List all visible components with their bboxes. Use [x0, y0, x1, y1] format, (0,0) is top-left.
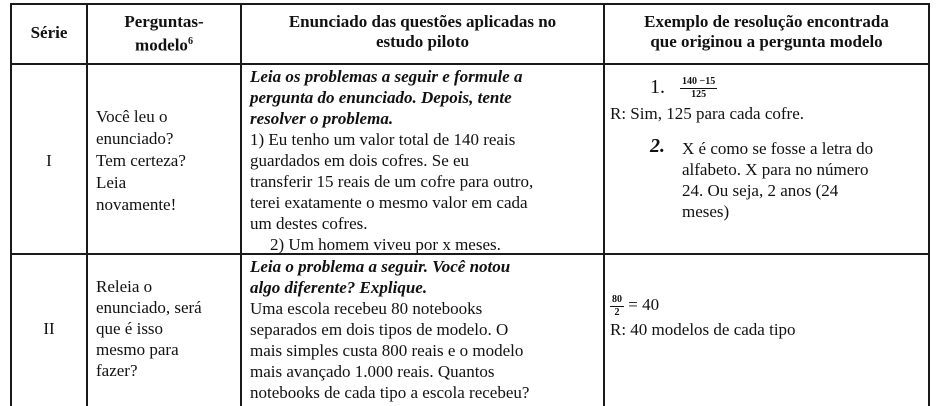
row2-enunciado: [250, 256, 602, 403]
row2-fraction-denominator: 2: [614, 306, 620, 318]
col-border-2: [240, 3, 242, 406]
col-border-4: [928, 3, 930, 406]
row1-item2-line: X é como se fosse a letra do: [682, 138, 874, 158]
header-serie: [12, 23, 86, 43]
header-enunciado-line2: estudo piloto: [375, 32, 470, 51]
header-exemplo: [605, 12, 928, 52]
header-bottom-border: [10, 63, 930, 65]
row1-exemplo-item2: [610, 134, 926, 222]
row1-enunciado-line: 2) Um homem viveu por x meses.: [270, 235, 501, 254]
row1-fraction: [680, 76, 717, 101]
row1-enunciado-line: 1) Eu tenho um valor total de 140 reais: [250, 130, 516, 149]
table-top-border: [10, 3, 930, 5]
row2-pergunta: [96, 276, 236, 381]
row2-equation-result: = 40: [628, 295, 660, 314]
header-enunciado: [242, 12, 603, 52]
row2-enunciado-line: separados em dois tipos de modelo. O: [250, 320, 509, 339]
row2-enunciado-line: Uma escola recebeu 80 notebooks: [250, 299, 483, 318]
row1-serie-text: I: [46, 151, 52, 170]
header-perguntas-line2: [88, 32, 240, 56]
row2-pergunta-line: enunciado, será: [96, 298, 202, 317]
row1-fraction-numerator: 140 −15: [682, 75, 716, 87]
footnote-marker: 6: [187, 36, 193, 47]
row1-pergunta-line: Você leu o: [96, 107, 168, 126]
row2-enunciado-bold-line: Leia o problema a seguir. Você notou: [250, 257, 511, 276]
row2-serie-text: II: [43, 319, 55, 338]
row2-exemplo: [610, 292, 926, 340]
row1-pergunta: [96, 106, 236, 216]
row1-enunciado-bold-line: pergunta do enunciado. Depois, tente: [250, 88, 512, 107]
row2-enunciado-bold-line: algo diferente? Explique.: [250, 278, 428, 297]
row1-enunciado-line: guardados em dois cofres. Se eu: [250, 151, 470, 170]
row2-enunciado-line: notebooks de cada tipo a escola recebeu?: [250, 383, 530, 402]
row1-pergunta-line: novamente!: [96, 195, 177, 214]
row1-exemplo-resp1: R: Sim, 125 para cada cofre.: [610, 103, 805, 123]
row1-enunciado: [250, 66, 602, 255]
row1-pergunta-line: enunciado?: [96, 129, 174, 148]
row1-exemplo: [610, 74, 926, 222]
row2-fraction: [610, 294, 624, 319]
row2-exemplo-resp: R: 40 modelos de cada tipo: [610, 319, 796, 339]
col-border-1: [86, 3, 88, 406]
row1-item2-number: 2.: [650, 134, 665, 157]
row2-serie: [12, 318, 86, 339]
header-exemplo-line2: que originou a pergunta modelo: [650, 32, 883, 51]
row2-pergunta-line: que é isso: [96, 319, 164, 338]
col-border-0: [10, 3, 12, 406]
row1-item2-line: meses): [682, 201, 730, 221]
row1-exemplo-item1: [610, 74, 926, 101]
row2-exemplo-eq: [610, 292, 926, 319]
row1-fraction-denominator: 125: [691, 88, 707, 100]
row1-enunciado-bold-line: Leia os problemas a seguir e formule a: [250, 67, 523, 86]
col-border-3: [603, 3, 605, 406]
row2-fraction-numerator: 80: [612, 293, 622, 305]
header-exemplo-line1: Exemplo de resolução encontrada: [644, 12, 889, 31]
row1-enunciado-line: terei exatamente o mesmo valor em cada: [250, 193, 528, 212]
row2-pergunta-line: mesmo para: [96, 340, 179, 359]
header-perguntas-label: modelo: [135, 35, 188, 55]
row1-enunciado-line: transferir 15 reais de um cofre para outro,: [250, 172, 534, 191]
row2-pergunta-line: Releia o: [96, 277, 153, 296]
row1-item2-line: 24. Ou seja, 2 anos (24: [682, 180, 839, 200]
row1-enunciado-line: um destes cofres.: [250, 214, 368, 233]
row2-enunciado-line: mais simples custa 800 reais e o modelo: [250, 341, 524, 360]
row1-serie: [12, 150, 86, 171]
row1-item2-line: alfabeto. X para no número: [682, 159, 869, 179]
header-perguntas: [88, 12, 240, 56]
row1-pergunta-line: Leia: [96, 173, 127, 192]
row1-item1-number: 1.: [650, 76, 665, 98]
header-perguntas-line1: Perguntas-: [124, 12, 204, 31]
row2-pergunta-line: fazer?: [96, 361, 138, 380]
header-serie-text: Série: [30, 23, 68, 42]
row2-enunciado-line: mais avançado 1.000 reais. Quantos: [250, 362, 495, 381]
row1-pergunta-line: Tem certeza?: [96, 151, 186, 170]
row1-enunciado-bold-line: resolver o problema.: [250, 109, 394, 128]
header-enunciado-line1: Enunciado das questões aplicadas no: [288, 12, 557, 31]
